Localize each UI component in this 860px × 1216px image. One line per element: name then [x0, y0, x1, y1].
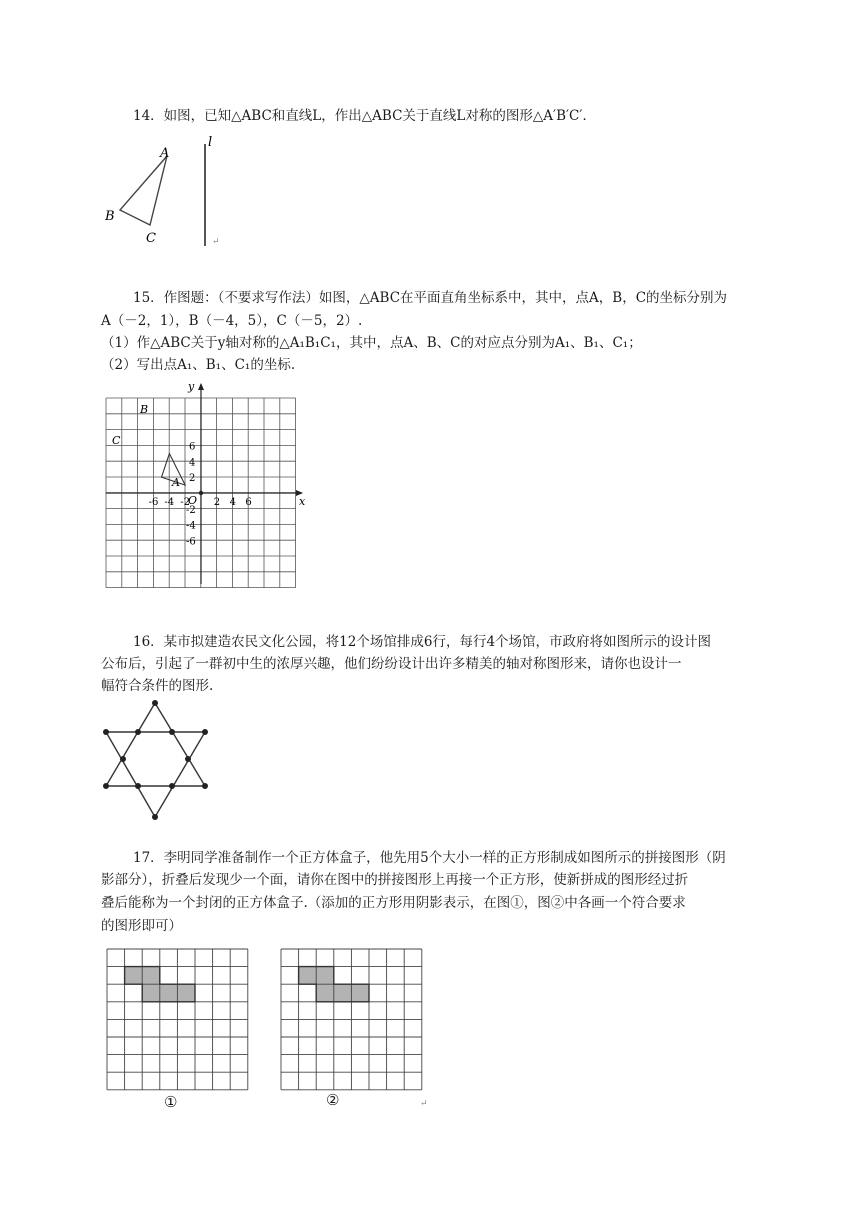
problem-15-line3: （1）作△ABC关于y轴对称的△A₁B₁C₁，其中，点A、B、C的对应点分别为A₁、B₁、C₁；	[101, 335, 642, 351]
x-tick-label: -2	[180, 497, 190, 508]
x-tick-label: 6	[245, 497, 252, 508]
problem-16-line2: 公布后，引起了一群初中生的浓厚兴趣，他们纷纷设计出许多精美的轴对称图形来，请你也设计一	[101, 656, 682, 672]
problem-15-line4: （2）写出点A₁、B₁、C₁的坐标.	[101, 357, 296, 373]
problem-15-line1: 15．作图题：（不要求写作法）如图，△ABC在平面直角坐标系中，其中，点A，B，C的坐标分别为	[133, 290, 728, 306]
label-l: l	[208, 135, 213, 150]
point-b-label: B	[140, 403, 149, 416]
label-c: C	[146, 231, 156, 246]
cube-net-grid-2[interactable]	[279, 947, 425, 1093]
shaded-square	[142, 967, 160, 985]
shaded-square	[125, 967, 143, 985]
problem-16-line3: 幅符合条件的图形.	[101, 678, 214, 694]
shaded-square	[160, 984, 178, 1002]
venue-dot	[185, 756, 191, 762]
shaded-square	[177, 984, 195, 1002]
problem-14-text: 14．如图，已知△ABC和直线L，作出△ABC关于直线L对称的图形△A′B′C′．	[133, 108, 596, 124]
venue-dot	[103, 783, 109, 789]
problem-16-line1: 16．某市拟建造农民文化公园，将12个场馆排成6行，每行4个场馆，市政府将如图所示的设计图	[133, 634, 712, 650]
venue-dot	[202, 783, 208, 789]
x-tick-label: 2	[213, 497, 221, 508]
point-c-label: C	[112, 434, 121, 447]
shaded-square	[299, 967, 317, 985]
x-tick-label: 4	[229, 497, 236, 508]
x-tick-label: -4	[164, 497, 175, 508]
return-mark: ↵	[212, 237, 220, 247]
y-tick-label: -2	[186, 504, 196, 516]
coordinate-grid-figure	[95, 378, 315, 588]
figure-2-caption: ②	[326, 1091, 340, 1109]
cube-net-grid-1[interactable]	[105, 947, 251, 1093]
problem-15-line2: A（－2，1），B（－4，5），C（－5，2）.	[101, 313, 363, 329]
downward-triangle	[106, 732, 205, 817]
y-axis-label: y	[188, 380, 195, 393]
star-of-david-figure	[95, 695, 215, 825]
venue-dot	[152, 700, 158, 706]
figure-1-caption: ①	[164, 1093, 178, 1111]
label-a: A	[160, 146, 170, 161]
shaded-square	[316, 967, 334, 985]
y-tick-label: 4	[189, 457, 196, 469]
y-tick-label: 6	[189, 441, 196, 453]
shaded-square	[351, 984, 369, 1002]
venue-dot	[169, 783, 175, 789]
point-a-label: A	[172, 476, 180, 489]
venue-dot	[103, 729, 109, 735]
y-tick-label: -4	[186, 520, 196, 532]
upward-triangle	[106, 703, 205, 786]
venue-dot	[135, 783, 141, 789]
problem-17-line1: 17．李明同学准备制作一个正方体盒子，他先用5个大小一样的正方形制成如图所示的拼接图形（阴	[133, 850, 726, 866]
y-tick-label: 2	[189, 473, 196, 485]
triangle-abc	[120, 156, 167, 225]
venue-dots	[103, 700, 208, 820]
y-axis-arrow	[198, 383, 204, 390]
y-tick-label: -6	[186, 536, 196, 548]
problem-17-line2: 影部分），折叠后发现少一个面，请你在图中的拼接图形上再接一个正方形，使新拼成的图形经过折	[101, 872, 689, 888]
venue-dot	[202, 729, 208, 735]
origin-dot	[199, 491, 203, 495]
problem-17-line3: 叠后能称为一个封闭的正方体盒子.（添加的正方形用阴影表示，在图①，图②中各画一个符合要求	[101, 895, 686, 911]
return-mark: ↵	[420, 1099, 428, 1109]
shaded-square	[316, 984, 334, 1002]
venue-dot	[169, 729, 175, 735]
x-tick-label: -6	[148, 497, 159, 508]
problem-14-figure	[100, 132, 230, 252]
origin-label: O	[188, 494, 198, 507]
label-b: B	[105, 209, 115, 224]
venue-dot	[152, 814, 158, 820]
venue-dot	[135, 729, 141, 735]
venue-dot	[120, 756, 126, 762]
shaded-square	[142, 984, 160, 1002]
problem-17-line4: 的图形即可）	[101, 918, 182, 934]
x-axis-label: x	[299, 495, 306, 508]
shaded-square	[334, 984, 352, 1002]
